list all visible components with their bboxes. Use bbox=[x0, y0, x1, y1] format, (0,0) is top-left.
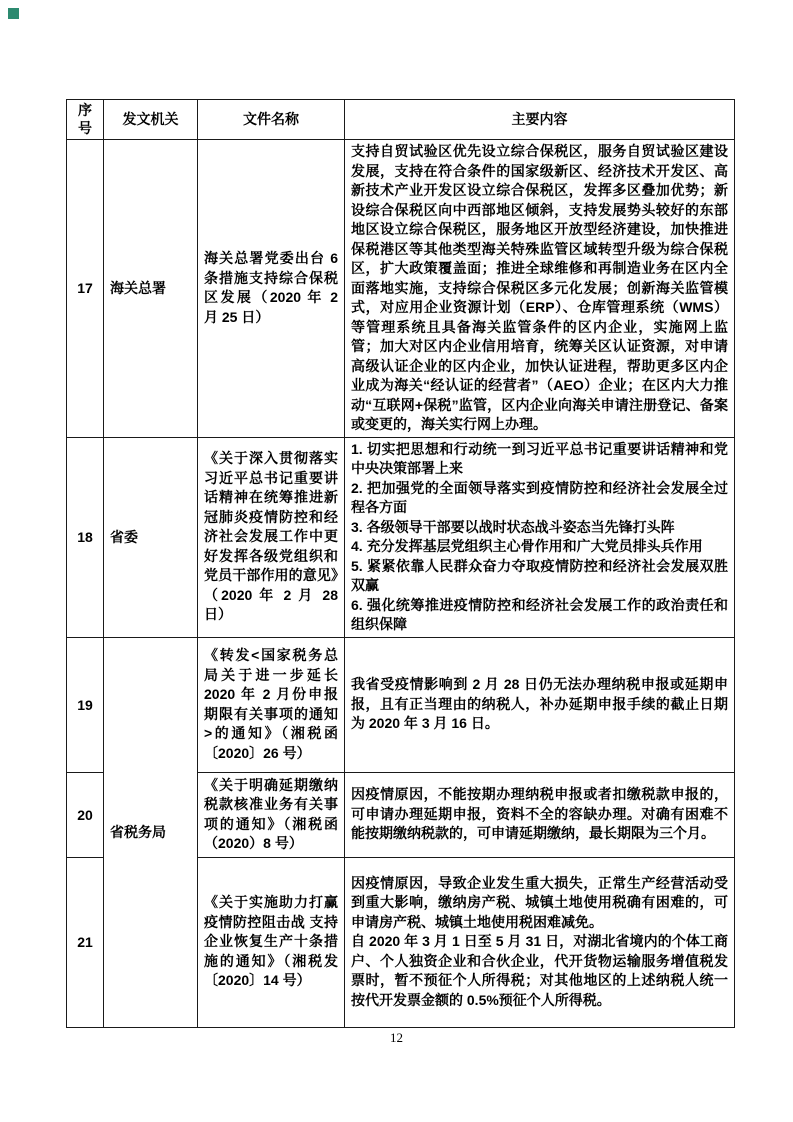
documents-table bbox=[66, 99, 735, 1028]
issuing-agency: 省委 bbox=[104, 437, 198, 637]
content-paragraph: 我省受疫情影响到 2 月 28 日仍无法办理纳税申报或延期申报，且有正当理由的纳税人，补办延期申报手续的截止日期为 2020 年 3 月 16 日。 bbox=[351, 676, 728, 732]
content-item-5: 5. 紧紧依靠人民群众奋力夺取疫情防控和经济社会发展双胜双赢 bbox=[351, 557, 728, 593]
document-title: 海关总署党委出台 6 条措施支持综合保税区发展（2020 年 2 月 25 日） bbox=[198, 140, 345, 438]
serial-number: 21 bbox=[67, 857, 104, 1027]
content-paragraph-2: 自 2020 年 3 月 1 日至 5 月 31 日，对湖北省境内的个体工商户、个人独资企业和合伙企业，代开货物运输服务增值税发票时，暂不预征个人所得税；对其他地区的上述纳税人统一按代开发票金额的 0.5%预征个人所得税。 bbox=[351, 933, 728, 1008]
main-content-cell bbox=[345, 437, 735, 637]
content-item-2: 2. 把加强党的全面领导落实到疫情防控和经济社会发展全过程各方面 bbox=[351, 479, 728, 515]
corner-marker bbox=[8, 8, 19, 19]
main-content-cell bbox=[345, 772, 735, 857]
document-title: 《关于明确延期缴纳税款核准业务有关事项的通知》（湘税函（2020）8 号） bbox=[198, 772, 345, 857]
col-header-issuing-agency: 发文机关 bbox=[104, 100, 198, 140]
main-content-cell bbox=[345, 637, 735, 772]
table-header-row bbox=[67, 100, 735, 140]
document-title: 《关于深入贯彻落实习近平总书记重要讲话精神在统筹推进新冠肺炎疫情防控和经济社会发展工作中更好发挥各级党组织和党员干部作用的意见》（2020 年 2 月 28 日） bbox=[198, 437, 345, 637]
table-row-18 bbox=[67, 437, 735, 637]
serial-number: 17 bbox=[67, 140, 104, 438]
table-row-19 bbox=[67, 637, 735, 772]
content-item-1: 1. 切实把思想和行动统一到习近平总书记重要讲话精神和党中央决策部署上来 bbox=[351, 440, 728, 476]
serial-number: 18 bbox=[67, 437, 104, 637]
document-title: 《转发<国家税务总局关于进一步延长 2020 年 2 月份申报期限有关事项的通知>的通知》（湘税函〔2020〕26 号） bbox=[198, 637, 345, 772]
content-item-6: 6. 强化统筹推进疫情防控和经济社会发展工作的政治责任和组织保障 bbox=[351, 596, 728, 632]
serial-number: 20 bbox=[67, 772, 104, 857]
col-header-main-content: 主要内容 bbox=[345, 100, 735, 140]
serial-number: 19 bbox=[67, 637, 104, 772]
main-content-cell bbox=[345, 857, 735, 1027]
content-paragraph-1: 因疫情原因，导致企业发生重大损失，正常生产经营活动受到重大影响，缴纳房产税、城镇土地使用税确有困难的，可申请房产税、城镇土地使用税困难减免。 bbox=[351, 874, 728, 930]
page-number: 12 bbox=[390, 1030, 403, 1045]
document-title: 《关于实施助力打赢疫情防控阻击战 支持企业恢复生产十条措施的通知》（湘税发〔2020〕14 号） bbox=[198, 857, 345, 1027]
content-paragraph: 因疫情原因，不能按期办理纳税申报或者扣缴税款申报的，可申请办理延期申报，资料不全的容缺办理。对确有困难不能按期缴纳税款的，可申请延期缴纳，最长期限为三个月。 bbox=[351, 786, 728, 842]
content-item-4: 4. 充分发挥基层党组织主心骨作用和广大党员排头兵作用 bbox=[351, 538, 703, 554]
issuing-agency: 海关总署 bbox=[104, 140, 198, 438]
col-header-serial-number: 序号 bbox=[67, 100, 104, 140]
main-content-cell bbox=[345, 140, 735, 438]
table-row-17 bbox=[67, 140, 735, 438]
col-header-document-name: 文件名称 bbox=[198, 100, 345, 140]
content-item-3: 3. 各级领导干部要以战时状态战斗姿态当先锋打头阵 bbox=[351, 518, 675, 535]
content-paragraph: 支持自贸试验区优先设立综合保税区，服务自贸试验区建设发展，支持在符合条件的国家级新区、经济技术开发区、高新技术产业开发区设立综合保税区，发挥多区叠加优势；新设综合保税区向中西部地区倾斜，支持发展势头较好的东部地区设立综合保税区，服务地区开放型经济建设，加快推进保税港区等其他类型海关特殊监管区域转型升级为综合保税区，扩大政策覆盖面；推进全球维修和再制造业务在区内全面落地实施，支持综合保税区多元化发展；创新海关监管模式，对应用企业资源计划（ERP）、仓库管理系统（WMS）等管理系统且具备海关监管条件的区内企业，实施网上监管；加大对区内企业信用培育，统筹关区认证资源，对申请高级认证企业的区内企业，加快认证进程，帮助更多区内企业成为海关“经认证的经营者”（AEO）企业；在区内大力推动“互联网+保税”监管，区内企业向海关申请注册登记、备案或变更的，海关实行网上办理。 bbox=[351, 143, 728, 432]
issuing-agency-merged: 省税务局 bbox=[104, 637, 198, 1027]
